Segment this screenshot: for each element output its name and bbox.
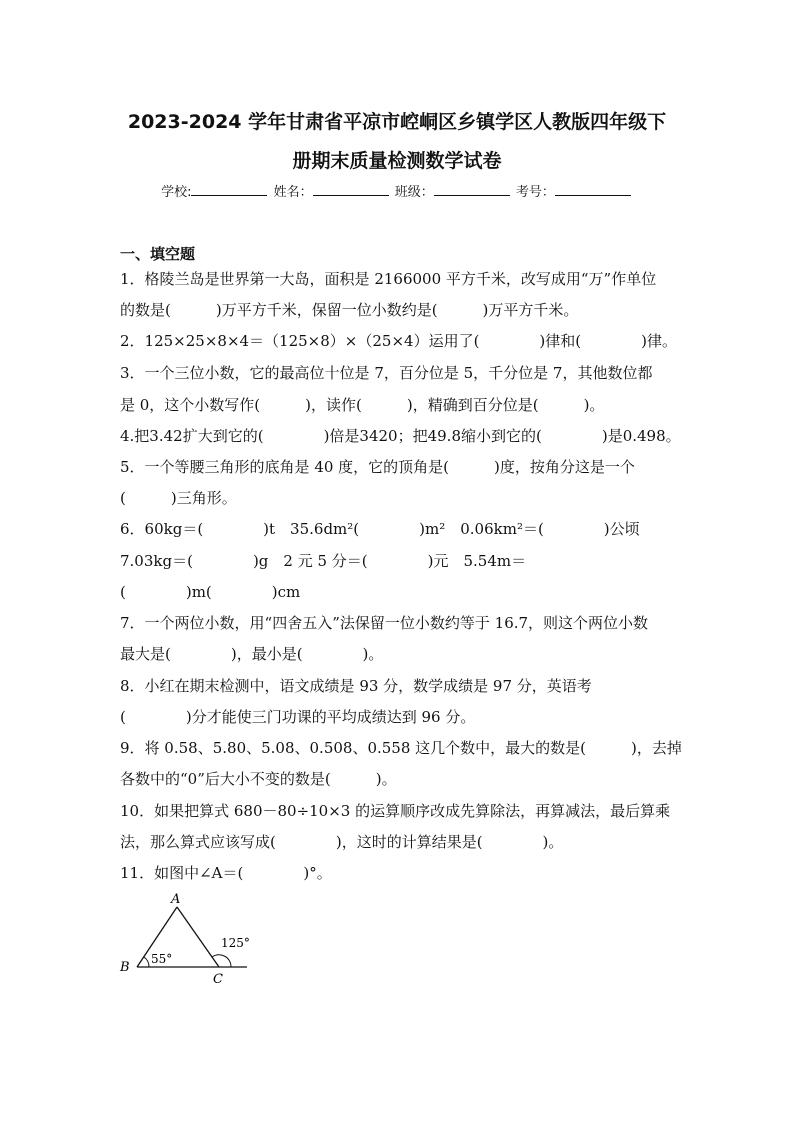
question-line: 最大是( )，最小是( )。 <box>120 645 384 663</box>
question-line: 各数中的“0”后大小不变的数是( )。 <box>120 770 397 788</box>
question-line: 的数是( )万平方千米，保留一位小数约是( )万平方千米。 <box>120 301 579 319</box>
question-line: 是 0，这个小数写作( )，读作( )，精确到百分位是( )。 <box>120 396 605 414</box>
angle-b-arc <box>144 957 149 967</box>
section-heading: 一、填空题 <box>120 245 196 263</box>
triangle-figure <box>112 890 262 990</box>
question-line: ( )分才能使三门功课的平均成绩达到 96 分。 <box>120 708 476 726</box>
document-title-line-2: 册期末质量检测数学试卷 <box>292 150 502 172</box>
question-line: 2．125×25×8×4＝（125×8）×（25×4）运用了( )律和( )律。 <box>120 332 677 350</box>
question-line: 11．如图中∠A＝( )°。 <box>120 864 332 882</box>
question-line: 法，那么算式应该写成( )，这时的计算结果是( )。 <box>120 833 564 851</box>
question-line: 5．一个等腰三角形的底角是 40 度，它的顶角是( )度，按角分这是一个 <box>120 458 635 476</box>
name-label: 姓名： <box>273 185 313 200</box>
side-ac <box>177 907 219 967</box>
name-blank[interactable] <box>313 183 389 196</box>
angle-c-exterior-value: 125° <box>221 936 250 950</box>
question-line: 4.把3.42扩大到它的( )倍是3420；把49.8缩小到它的( )是0.498。 <box>120 427 681 445</box>
question-line: ( )三角形。 <box>120 489 237 507</box>
question-line: 8．小红在期末检测中，语文成绩是 93 分，数学成绩是 97 分，英语考 <box>120 677 592 695</box>
vertex-a-label: A <box>171 892 181 907</box>
question-line: 1．格陵兰岛是世界第一大岛，面积是 2166000 平方千米，改写成用“万”作单位 <box>120 270 657 288</box>
question-line: 6．60kg＝( )t 35.6dm²( )m² 0.06km²＝( )公顷 <box>120 520 640 538</box>
question-line: 9．将 0.58、5.80、5.08、0.508、0.558 这几个数中，最大的数是( )，去掉 <box>120 739 682 757</box>
class-label: 班级： <box>394 185 434 200</box>
vertex-c-label: C <box>213 972 223 987</box>
school-blank[interactable] <box>191 183 267 196</box>
class-blank[interactable] <box>434 183 510 196</box>
student-info-row <box>0 181 794 200</box>
question-line: 7.03kg＝( )g 2 元 5 分＝( )元 5.54m＝ <box>120 552 527 570</box>
school-label: 学校: <box>161 185 192 200</box>
question-line: ( )m( )cm <box>120 583 301 601</box>
vertex-b-label: B <box>120 960 130 975</box>
question-line: 7．一个两位小数，用“四舍五入”法保留一位小数约等于 16.7，则这个两位小数 <box>120 614 649 632</box>
question-line: 3．一个三位小数，它的最高位十位是 7，百分位是 5，千分位是 7，其他数位都 <box>120 364 653 382</box>
exam-id-label: 考号： <box>515 185 555 200</box>
document-title-line-1: 2023-2024 学年甘肃省平凉市崆峒区乡镇学区人教版四年级下 <box>127 111 667 133</box>
angle-b-value: 55° <box>151 952 173 966</box>
question-line: 10．如果把算式 680－80÷10×3 的运算顺序改成先算除法，再算减法，最后算乘 <box>120 802 671 820</box>
exam-id-blank[interactable] <box>555 183 631 196</box>
